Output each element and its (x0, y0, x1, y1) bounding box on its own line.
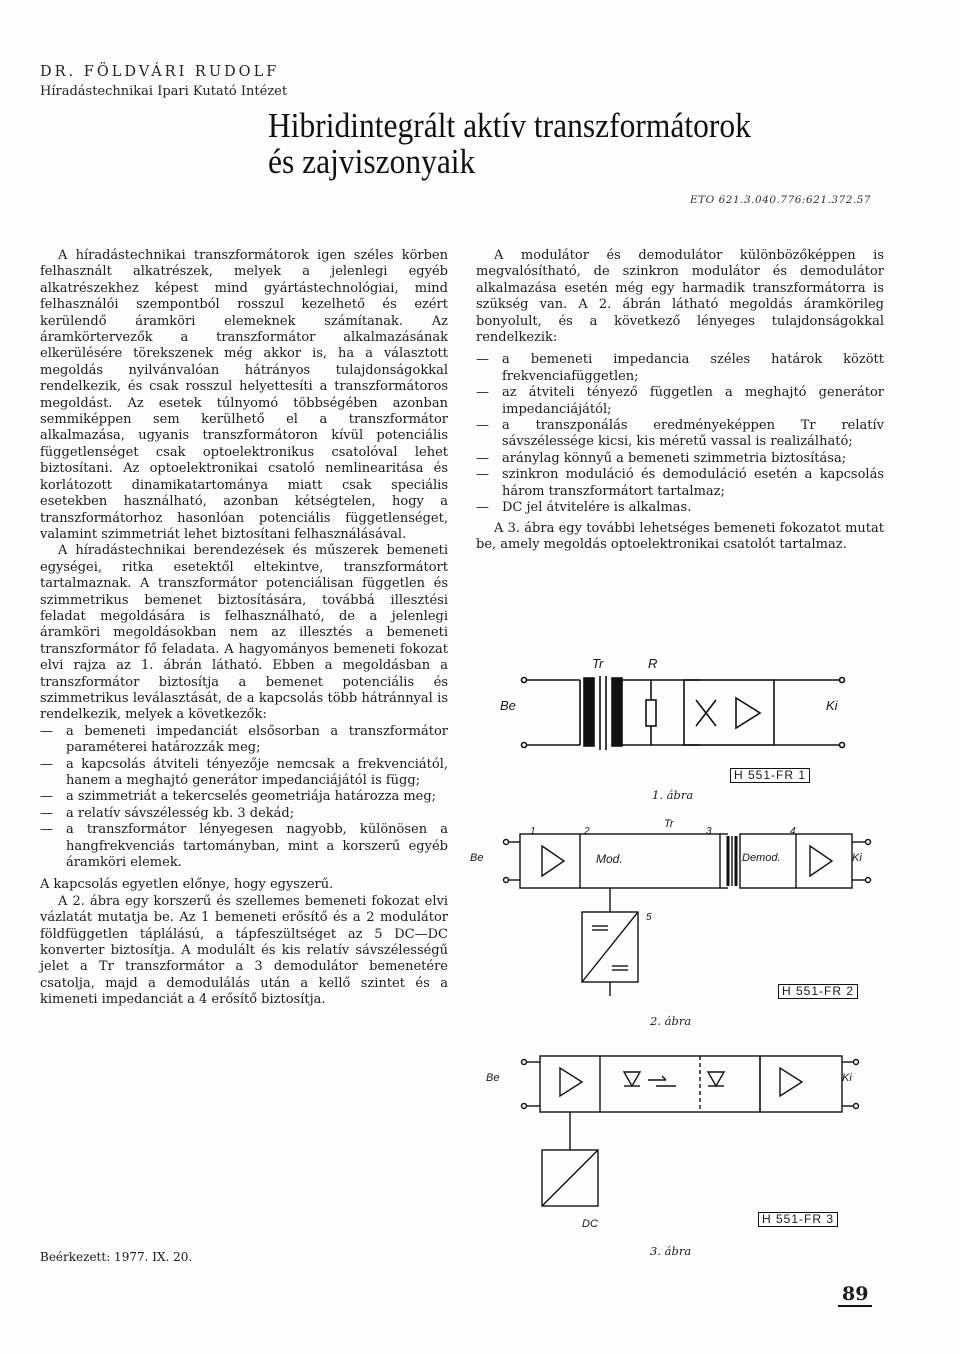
amplifier-4-symbol (810, 846, 832, 876)
output-terminal (854, 1060, 859, 1065)
paragraph: A modulátor és demodulátor különbözőképpen is megvalósítható, de szinkron modulátor és demodulátor alkalmazása esetén még egy harmadik transzformátorra is szükség van. A 2. ábrán látható megoldás áramkörileg bonyolult, és a következő lényeges tulajdonságokkal rendelkezik: (476, 248, 884, 346)
page-number: 89 (838, 1283, 872, 1307)
optocoupler-section (540, 1056, 760, 1112)
eto-code: ETO 621.3.040.776:621.372.57 (690, 194, 872, 206)
figure-1-id: H 551-FR 1 (730, 768, 810, 783)
output-label: Ki (852, 852, 862, 864)
list-item: — az átviteli tényező független a meghajtó generátor impedanciájától; (476, 385, 884, 418)
output-terminal (866, 878, 871, 883)
modulator-label: Mod. (596, 852, 623, 866)
title-line-2: és zajviszonyaik (268, 142, 476, 181)
output-terminal (840, 678, 845, 683)
disadvantages-list (40, 724, 448, 872)
list-item: — a transzformátor lényegesen nagyobb, különösen a hangfrekvenciás tartományban, mint a korszerű egyéb áramköri elemek. (40, 822, 448, 871)
figure-1-diagram (480, 650, 880, 770)
affiliation: Híradástechnikai Ipari Kutató Intézet (40, 84, 288, 99)
paragraph: A kapcsolás egyetlen előnye, hogy egyszerű. (40, 877, 334, 893)
figure-2-caption: 2. ábra (650, 1014, 692, 1028)
primary-winding (584, 678, 594, 746)
list-item: — a kapcsolás átviteli tényezője nemcsak a frekvenciától, hanem a meghajtó generátor impedanciájától is függ; (40, 757, 448, 790)
output-terminal (854, 1104, 859, 1109)
input-label: Be (486, 1072, 500, 1084)
block-number-4: 4 (790, 826, 796, 837)
input-terminal (522, 678, 527, 683)
secondary-winding (612, 678, 622, 746)
demodulator-label: Demod. (742, 852, 781, 864)
article-title (268, 108, 880, 180)
input-terminal (522, 1104, 527, 1109)
resistor-r (646, 700, 656, 726)
figure-1-caption: 1. ábra (652, 788, 694, 802)
converter-diagonal (542, 1150, 598, 1206)
block-number-2: 2 (584, 826, 590, 837)
input-terminal (504, 878, 509, 883)
amplifier-symbol (736, 698, 760, 728)
transformer-label: Tr (664, 818, 674, 830)
block-number-5: 5 (646, 912, 652, 923)
paragraph: A híradástechnikai berendezések és műszerek bemeneti egységei, ritka esetektől eltekintve, transzformátort tartalmaznak. A transzformátor potenciálisan független és szimmetrikus bemenet biztosítására, továbbá illesztési feladat megoldására is felhasználható, de a jelenlegi áramköri megoldásokban nem az illesztés a bemeneti transzformátor fő feladata. A hagyományos bemeneti fokozat elvi rajza az 1. ábrán látható. Ebben a megoldásban a transzformátor biztosítja a bemenet potenciális és szimmetrikus leválasztását, de a kapcsolás több hátránnyal is rendelkezik, melyek a következők: (40, 543, 448, 723)
led-symbol (624, 1072, 640, 1086)
input-label: Be (500, 698, 516, 713)
amplifier-symbol (560, 1068, 582, 1096)
paragraph: A híradástechnikai transzformátorok igen széles körben felhasznált alkatrészek, melyek a jelenlegi egyéb alkatrészekhez képest mind gyártástechnológiai, mind felhasználói szempontból rosszul kezelhető és ezért kerülendő áramköri elemeknek számítanak. Az áramkörtervezők a transzformátor alkalmazásának elkerülésére törekszenek még akkor is, ha a választott megoldás nyilvánvalóan hátrányos tulajdonságokkal rendelkezik, és csak rosszul helyettesíti a transzformátoros megoldást. Az esetek túlnyomó többségében azonban semmiképpen sem kerülhető el a transzformátor alkalmazása, ugyanis transzformátoron kívül potenciális függetlenséget csak optoelektronikus csatolóval lehet biztosítani. Az optoelektronikai csatoló nemlinearitása és korlátozott dinamikatartománya miatt csak speciális esetekben használható, azonban kétségtelen, hogy a transzformátorhoz hasonlóan potenciális függetlenséget, valamint szimmetriát lehet biztosítani felhasználásával. (40, 248, 448, 542)
output-label: Ki (826, 698, 838, 713)
dc-label: DC (582, 1218, 598, 1230)
left-column (40, 248, 448, 1009)
input-terminal (504, 840, 509, 845)
received-date: Beérkezett: 1977. IX. 20. (40, 1250, 193, 1264)
input-terminal (522, 743, 527, 748)
list-item: — a bemeneti impedanciát elsősorban a transzformátor paraméterei határozzák meg; (40, 724, 448, 757)
input-label: Be (470, 852, 484, 864)
amplifier-1-symbol (542, 846, 564, 876)
list-item: — DC jel átvitelére is alkalmas. (476, 500, 884, 516)
list-item: — szinkron moduláció és demoduláció esetén a kapcsolás három transzformátort tartalmaz; (476, 467, 884, 500)
properties-list (476, 352, 884, 516)
list-item: — a relatív sávszélesség kb. 3 dekád; (40, 806, 448, 822)
figure-2-id: H 551-FR 2 (778, 984, 858, 999)
photodiode-symbol (708, 1072, 724, 1086)
list-item: — a bemeneti impedancia széles határok között frekvenciafüggetlen; (476, 352, 884, 385)
input-terminal (522, 1060, 527, 1065)
figure-3-caption: 3. ábra (650, 1244, 692, 1258)
figure-3-diagram (480, 1050, 880, 1230)
block-number-3: 3 (706, 826, 712, 837)
output-terminal (840, 743, 845, 748)
converter-diagonal (582, 912, 638, 982)
output-section (760, 1056, 842, 1112)
amplifier-symbol (780, 1068, 802, 1096)
title-line-1: Hibridintegrált aktív transzformátorok (268, 106, 751, 145)
output-terminal (866, 840, 871, 845)
output-label: Ki (842, 1072, 852, 1084)
block-number-1: 1 (530, 826, 536, 837)
list-item: — a szimmetriát a tekercselés geometriája határozza meg; (40, 789, 448, 805)
right-column (476, 248, 884, 553)
list-item: — a transzponálás eredményeképpen Tr relatív sávszélessége kicsi, kis méretű vassal is realizálható; (476, 418, 884, 451)
resistor-label: R (648, 656, 658, 671)
paragraph: A 3. ábra egy további lehetséges bemeneti fokozatot mutat be, amely megoldás optoelektronikai csatolót tartalmaz. (476, 520, 884, 552)
figure-3-id: H 551-FR 3 (758, 1212, 838, 1227)
author-name: DR. FÖLDVÁRI RUDOLF (40, 64, 280, 80)
transformer-label: Tr (592, 656, 604, 671)
list-item: — aránylag könnyű a bemeneti szimmetria biztosítása; (476, 451, 884, 467)
paragraph: A 2. ábra egy korszerű és szellemes bemeneti fokozat elvi vázlatát mutatja be. Az 1 bemeneti erősítő és a 2 modulátor földfüggetlen táplálású, a tápfeszültséget az 5 DC—DC konverter biztosítja. A modulált és kis relatív sávszélességű jelet a Tr transzformátor a 3 demodulátor bemenetére csatolja, majd a demodulálás után a kellő szintet és a kimeneti impedanciát a 4 erősítő biztosítja. (40, 893, 448, 1008)
